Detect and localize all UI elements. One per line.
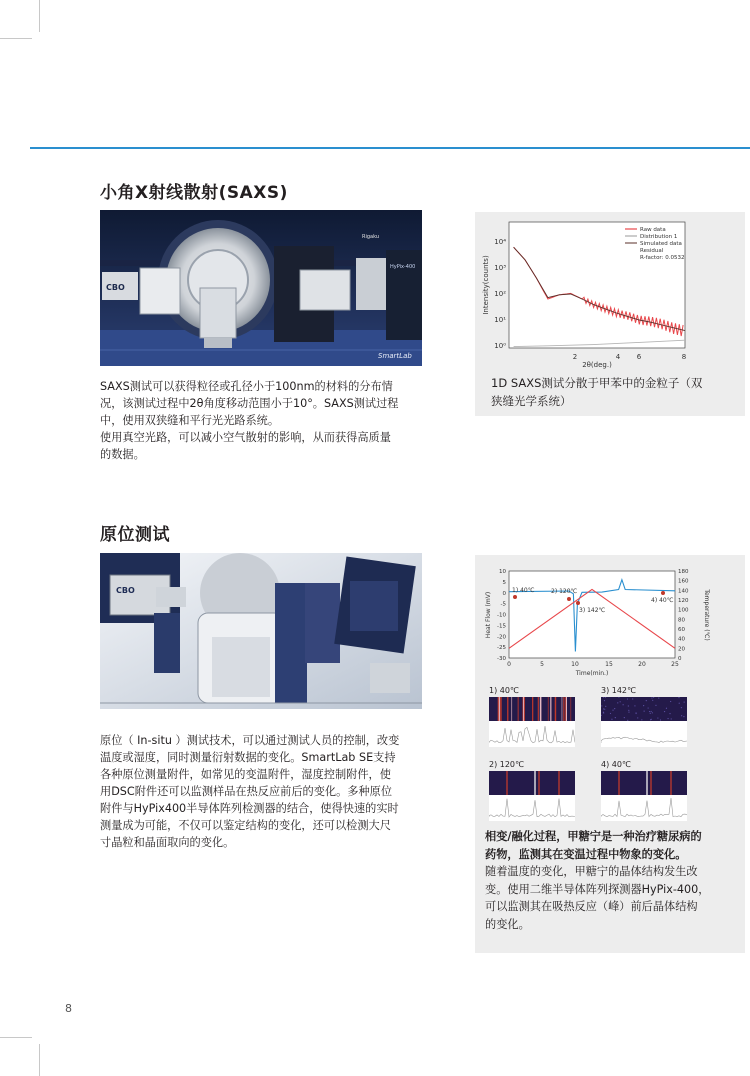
diffraction-pattern-2 [489, 771, 575, 821]
photo-brand-text: Rigaku [362, 234, 380, 240]
caption-line: 1D SAXS测试分散于甲苯中的金粒子（双 [491, 376, 703, 390]
x-tick: 25 [671, 661, 679, 668]
y-tick: 5 [502, 579, 506, 586]
text-line: 附件与HyPix400半导体阵列检测器的结合，使得快速的实时 [100, 802, 399, 815]
annotation: 2) 120℃ [551, 588, 578, 595]
page-number: 8 [65, 1002, 72, 1015]
y-tick: 10 [499, 569, 506, 575]
y2-tick: 0 [678, 656, 682, 662]
annotation: 3) 142℃ [579, 607, 606, 614]
y2-tick: 180 [678, 569, 689, 575]
y-tick: -20 [497, 634, 506, 641]
y-tick: 10³ [494, 264, 506, 272]
photo-logo-text: SmartLab [378, 352, 412, 360]
y2-tick: 140 [678, 588, 689, 595]
legend-item: Simulated data [640, 241, 682, 247]
marker-point [576, 601, 580, 605]
photo-badge-text: CBO [116, 586, 135, 595]
text-line: 中，使用双狭缝和平行光光路系统。 [100, 414, 280, 427]
photo-model-text: HyPix-400 [390, 264, 416, 270]
pattern-label: 1) 40℃ [489, 686, 519, 695]
y2-tick: 100 [678, 607, 689, 614]
caption-line: 随着温度的变化，甲糖宁的晶体结构发生改 [485, 865, 698, 878]
x-tick: 0 [507, 661, 511, 668]
caption-bold-line: 相变/融化过程，甲糖宁是一种治疗糖尿病的 [485, 830, 702, 843]
y2-tick: 40 [678, 636, 685, 643]
y-tick: 10² [494, 290, 506, 298]
text-line: 的数据。 [100, 448, 145, 461]
y-tick: 10⁰ [494, 342, 506, 350]
text-line: 况，该测试过程中2θ角度移动范围小于10°。SAXS测试过程 [100, 397, 399, 410]
text-line: 用DSC附件还可以监测样品在热反应前后的变化。多种原位 [100, 785, 393, 798]
marker-point [567, 597, 571, 601]
photo-badge-text: CBO [106, 283, 125, 292]
y-axis-label: Heat Flow (mV) [485, 591, 492, 639]
crop-mark [0, 38, 32, 39]
text-line: SAXS测试可以获得粒径或孔径小于100nm的材料的分布情 [100, 380, 393, 393]
pattern-label: 4) 40℃ [601, 760, 631, 769]
y2-tick: 120 [678, 598, 689, 604]
y-tick: -5 [500, 601, 506, 608]
y2-tick: 160 [678, 578, 689, 585]
x-tick: 20 [638, 661, 646, 668]
diffraction-pattern-1 [489, 697, 575, 747]
crop-mark [39, 1044, 40, 1076]
caption-bold-line: 药物，监测其在变温过程中物象的变化。 [485, 847, 687, 861]
x-tick: 5 [540, 661, 544, 668]
annotation: 4) 40℃ [651, 597, 674, 604]
saxs-figure-caption [491, 374, 741, 410]
legend-item: Residual [640, 248, 664, 254]
dsc-chart [475, 555, 745, 681]
y2-tick: 20 [678, 646, 685, 653]
header-rule [30, 147, 750, 149]
text-line: 使用真空光路，可以减小空气散射的影响，从而获得高质量 [100, 431, 391, 444]
marker-point [661, 591, 665, 595]
y2-tick: 80 [678, 617, 685, 624]
caption-line: 狭缝光学系统） [491, 394, 572, 408]
saxs-instrument-photo [100, 210, 422, 366]
text-line: 测量成为可能，不仅可以鉴定结构的变化，还可以检测大尺 [100, 819, 391, 832]
pattern-label: 3) 142℃ [601, 686, 637, 695]
caption-line: 变。使用二维半导体阵列探测器HyPix-400， [485, 882, 710, 896]
insitu-description [100, 732, 430, 851]
x-tick: 2 [572, 353, 578, 361]
insitu-instrument-photo [100, 553, 422, 709]
crop-mark [0, 1037, 32, 1038]
caption-line: 可以监测其在吸热反应（峰）前后晶体结构 [485, 900, 698, 913]
y-tick: -15 [497, 623, 506, 630]
crop-mark [39, 0, 40, 32]
saxs-description [100, 378, 430, 463]
y-tick: -30 [497, 656, 506, 662]
pattern-label: 2) 120℃ [489, 760, 525, 769]
x-tick: 10 [571, 661, 579, 668]
y-axis-label: Intensity(counts) [482, 255, 490, 315]
text-line: 各种原位测量附件，如常见的变温附件，湿度控制附件，使 [100, 768, 391, 781]
y-tick: 10⁴ [494, 238, 506, 246]
diffraction-pattern-3 [601, 697, 687, 747]
saxs-figure-panel [475, 212, 745, 416]
y-tick: -25 [497, 645, 506, 652]
x-tick: 4 [615, 353, 621, 361]
marker-point [513, 595, 517, 599]
x-tick: 6 [636, 353, 642, 361]
annotation: 1) 40℃ [512, 587, 535, 594]
saxs-heading: 小角X射线散射(SAXS) [100, 183, 288, 203]
legend-item: Raw data [640, 227, 666, 233]
insitu-figure-caption [485, 828, 741, 933]
y2-tick: 60 [678, 627, 685, 633]
y-tick: 10¹ [494, 316, 506, 324]
y-tick: -10 [497, 612, 506, 619]
x-tick: 8 [681, 353, 687, 361]
saxs-chart [475, 212, 745, 372]
text-line: 寸晶粒和晶面取向的变化。 [100, 836, 235, 849]
legend-item: Distribution 1 [640, 234, 678, 240]
y-tick: 0 [502, 590, 506, 597]
legend-item: R-factor: 0.0532 [640, 255, 685, 261]
caption-line: 的变化。 [485, 917, 530, 931]
x-tick: 15 [605, 661, 613, 668]
text-line: 温度或湿度，同时测量衍射数据的变化。SmartLab SE支持 [100, 751, 396, 764]
insitu-heading: 原位测试 [100, 525, 170, 545]
x-axis-label: Time(min.) [575, 670, 609, 677]
y2-axis-label: Temperature (℃) [703, 589, 710, 641]
insitu-figure-panel [475, 555, 745, 953]
x-axis-label: 2θ(deg.) [582, 361, 612, 369]
text-line: 原位（ In-situ ）测试技术，可以通过测试人员的控制，改变 [100, 734, 400, 747]
diffraction-pattern-4 [601, 771, 687, 821]
